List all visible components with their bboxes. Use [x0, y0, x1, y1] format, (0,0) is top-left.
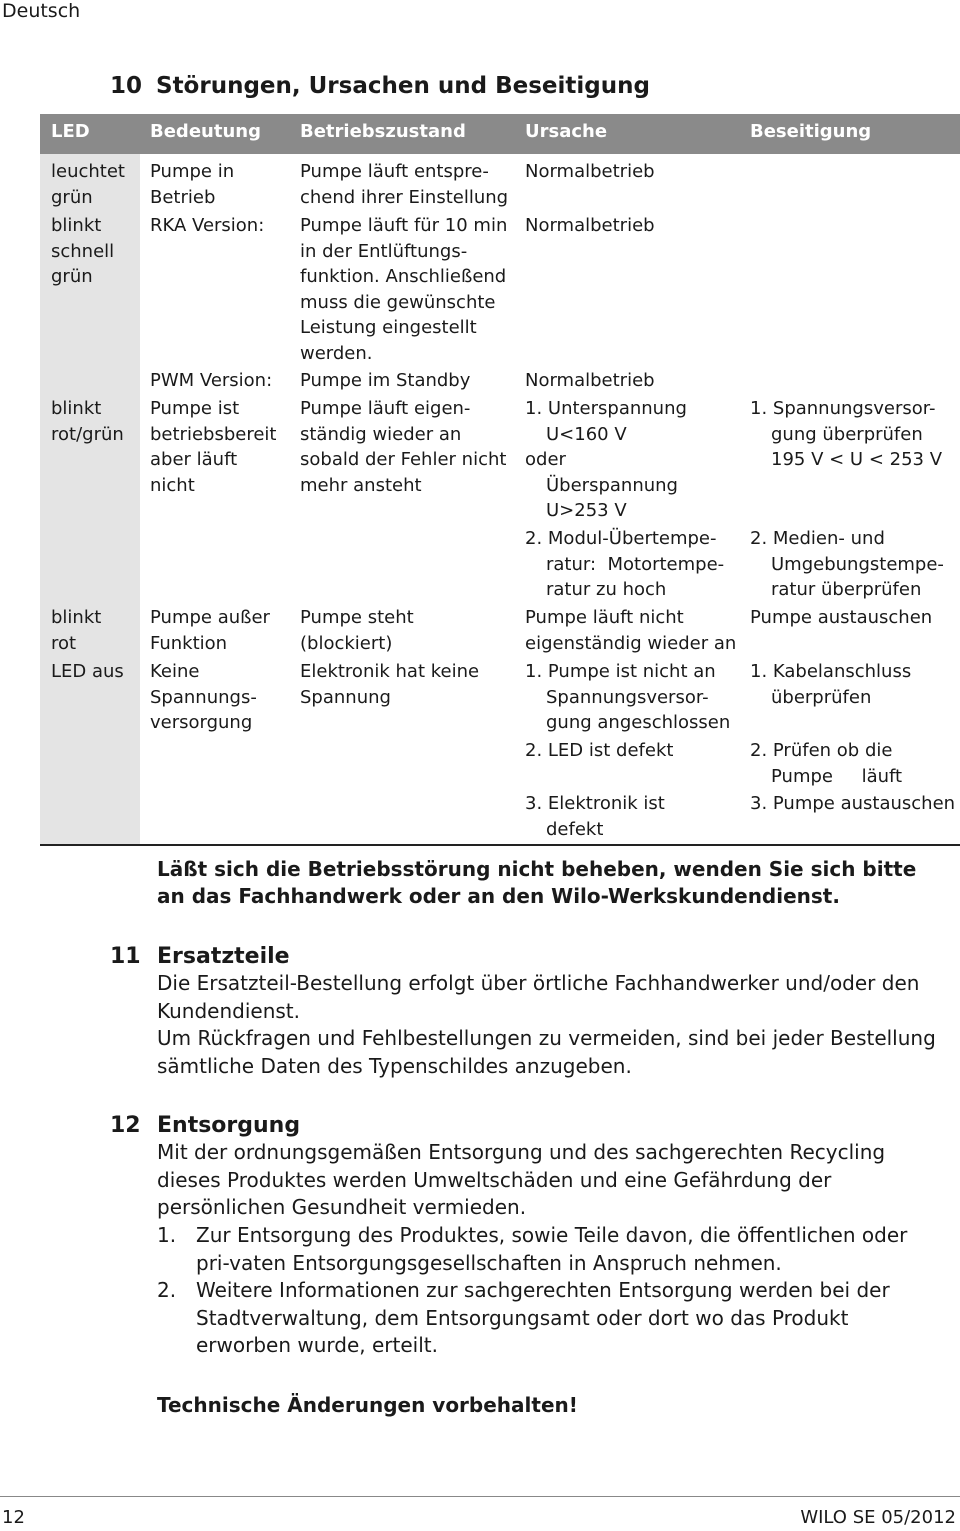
cell-beseitigung: Pumpe austauschen [750, 607, 933, 628]
service-note: Läßt sich die Betriebsstörung nicht beheben, wenden Sie sich bitte an das Fachhandwerk oder an den Wilo-Werkskundendienst. [157, 857, 917, 908]
list-item-text: Weitere Informationen zur sachgerechten Entsorgung werden bei der Stadtverwaltung, dem Entsorgungsamt oder dort wo das Produkt erworben wurde, erteilt. [196, 1278, 890, 1357]
closing-statement: Technische Änderungen vorbehalten! [157, 1393, 578, 1417]
cell-bedeutung: PWM Version: [150, 370, 273, 391]
cell-bedeutung: Pumpe außer Funktion [150, 607, 270, 654]
header-led: LED [51, 121, 90, 142]
section-10-heading [110, 72, 650, 100]
cell-ursache: Spannungsversor- gung angeschlossen [546, 686, 731, 733]
cell-beseitigung: Pumpe läuft [771, 765, 903, 787]
cell-ursache: Überspannung U>253 V [546, 474, 678, 521]
header-betriebszustand: Betriebszustand [300, 121, 466, 142]
cell-bedeutung: Pumpe ist betriebsbereit aber läuft nicht [150, 398, 277, 496]
cell-ursache: 2. LED ist defekt [525, 740, 674, 761]
cell-zustand: Elektronik hat keine Spannung [300, 661, 480, 708]
list-item-number: 1. [157, 1223, 177, 1247]
cell-bedeutung: Keine Spannungs- versorgung [150, 661, 257, 733]
cell-ursache: defekt [546, 818, 604, 840]
cell-zustand: Pumpe steht (blockiert) [300, 607, 414, 654]
table-bottom-rule [40, 844, 960, 846]
cell-zustand: Pumpe läuft entspre- chend ihrer Einstellung [300, 161, 509, 208]
section-11-paragraph: Die Ersatzteil-Bestellung erfolgt über örtliche Fachhandwerker und/oder den Kundendienst. [157, 971, 920, 1023]
cell-ursache: 1. Pumpe ist nicht an [525, 661, 716, 682]
cell-ursache: 1. Unterspannung [525, 398, 687, 419]
cell-ursache: Normalbetrieb [525, 370, 655, 391]
section-12-number: 12 [110, 1113, 141, 1138]
cell-beseitigung: Umgebungstempe- ratur überprüfen [771, 553, 944, 600]
header-beseitigung: Beseitigung [750, 121, 872, 142]
cell-ursache: Normalbetrieb [525, 215, 655, 236]
cell-led: blinkt rot/grün [51, 398, 124, 445]
list-item-text: Zur Entsorgung des Produktes, sowie Teile davon, die öffentlichen oder pri-vaten Entsorgungsgesellschaften in Anspruch nehmen. [196, 1223, 908, 1275]
cell-beseitigung: 1. Kabelanschluss [750, 661, 912, 682]
cell-ursache: 3. Elektronik ist [525, 793, 665, 814]
cell-zustand: Pumpe im Standby [300, 370, 471, 391]
language-label: Deutsch [2, 0, 81, 22]
cell-ursache: Pumpe läuft nicht eigenständig wieder an [525, 607, 737, 654]
cell-bedeutung: Pumpe in Betrieb [150, 161, 235, 208]
section-12-title: Entsorgung [157, 1113, 301, 1138]
section-12-paragraph: Mit der ordnungsgemäßen Entsorgung und des sachgerechten Recycling dieses Produktes werden Umweltschäden und eine Gefährdung der persönlichen Gesundheit vermieden. [157, 1140, 886, 1219]
fault-table [40, 114, 960, 846]
cell-led: blinkt rot [51, 607, 102, 654]
cell-zustand: Pumpe läuft eigen- ständig wieder an sobald der Fehler nicht mehr ansteht [300, 398, 507, 496]
section-11-title: Ersatzteile [157, 944, 290, 969]
cell-bedeutung: RKA Version: [150, 215, 265, 236]
cell-beseitigung: 2. Medien- und [750, 528, 885, 549]
page-number: 12 [2, 1507, 25, 1528]
cell-beseitigung: überprüfen [771, 686, 872, 708]
section-10-title: Störungen, Ursachen und Beseitigung [156, 73, 650, 99]
header-bedeutung: Bedeutung [150, 121, 261, 142]
cell-beseitigung: gung überprüfen 195 V < U < 253 V [771, 423, 943, 470]
cell-beseitigung: 2. Prüfen ob die [750, 740, 893, 761]
cell-ursache: U<160 V [546, 423, 627, 445]
cell-ursache: Normalbetrieb [525, 161, 655, 182]
cell-ursache: oder [525, 449, 566, 470]
cell-ursache: 2. Modul-Übertempe- [525, 528, 717, 549]
footer-rule [0, 1496, 960, 1497]
cell-zustand: Pumpe läuft für 10 min in der Entlüftungs- funktion. Anschließend muss die gewünschte Leistung eingestellt werden. [300, 215, 508, 364]
table-header [40, 114, 960, 154]
section-10-number: 10 [110, 73, 143, 99]
cell-beseitigung: 3. Pumpe austauschen [750, 793, 956, 814]
cell-beseitigung: 1. Spannungsversor- [750, 398, 936, 419]
cell-led: LED aus [51, 661, 124, 682]
footer-publisher: WILO SE 05/2012 [800, 1507, 956, 1528]
cell-ursache: ratur: Motortempe- ratur zu hoch [546, 553, 725, 600]
cell-led: leuchtet grün [51, 161, 125, 208]
section-11-paragraph: Um Rückfragen und Fehlbestellungen zu vermeiden, sind bei jeder Bestellung sämtliche Daten des Typenschildes anzugeben. [157, 1026, 936, 1078]
list-item-number: 2. [157, 1278, 177, 1302]
cell-led: blinkt schnell grün [51, 215, 115, 287]
header-ursache: Ursache [525, 121, 608, 142]
section-11-number: 11 [110, 944, 141, 969]
